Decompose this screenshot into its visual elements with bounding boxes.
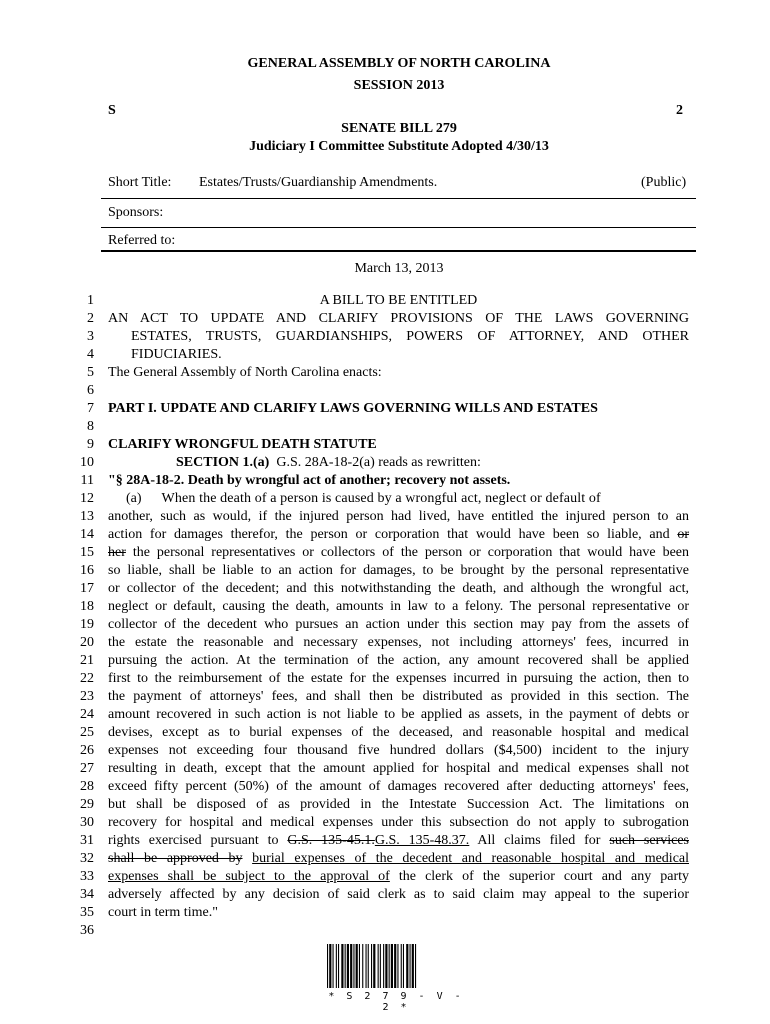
barcode-bar	[368, 944, 369, 988]
line-number: 6	[87, 383, 94, 398]
committee-substitute: Judiciary I Committee Substitute Adopted 4/30/13	[249, 139, 549, 154]
sponsors-label: Sponsors:	[108, 205, 164, 220]
line-number: 8	[87, 419, 94, 434]
deleted-text: such services	[609, 833, 689, 848]
text-line: amount recovered in such action is not liable to be applied as assets, in the payment of debts or	[108, 707, 689, 722]
line-number: 36	[80, 923, 94, 938]
text-line	[108, 526, 689, 544]
text-line	[108, 868, 689, 886]
barcode-bar	[415, 944, 416, 988]
enacting-clause: The General Assembly of North Carolina enacts:	[108, 365, 382, 380]
inserted-text: burial expenses of the decedent and reasonable hospital and medical	[252, 851, 689, 866]
barcode-bar	[389, 944, 390, 988]
line-number: 31	[80, 833, 94, 848]
text-line: exceed fifty percent (50%) of the amount of damages recovered after deducting attorneys' fees,	[108, 779, 689, 794]
text-span: All claims filed for	[469, 833, 601, 848]
barcode-bar	[329, 944, 331, 988]
line-number: 9	[87, 437, 94, 452]
line-number: 29	[80, 797, 94, 812]
barcode-bar	[391, 944, 393, 988]
referred-label: Referred to:	[108, 233, 176, 248]
section-heading: CLARIFY WRONGFUL DEATH STATUTE	[108, 437, 377, 452]
barcode-bar	[401, 944, 402, 988]
part-heading: PART I. UPDATE AND CLARIFY LAWS GOVERNING WILLS AND ESTATES	[108, 401, 598, 416]
barcode-bar	[341, 944, 343, 988]
text-line	[108, 544, 689, 562]
barcode-bar	[353, 944, 354, 988]
barcode-bar	[371, 944, 372, 988]
line-number: 2	[87, 311, 94, 326]
divider	[101, 227, 696, 228]
text-line	[108, 490, 689, 508]
line-number: 26	[80, 743, 94, 758]
barcode-bar	[345, 944, 346, 988]
bill-heading: A BILL TO BE ENTITLED	[319, 293, 478, 308]
line-number: 18	[80, 599, 94, 614]
line-number: 7	[87, 401, 94, 416]
assembly-title: GENERAL ASSEMBLY OF NORTH CAROLINA	[247, 56, 551, 71]
text-line: resulting in death, except that the amount applied for hospital and medical expenses shall not	[108, 761, 689, 776]
filing-date: March 13, 2013	[354, 261, 444, 276]
line-number: 17	[80, 581, 94, 596]
line-number: 32	[80, 851, 94, 866]
line-number: 35	[80, 905, 94, 920]
divider	[101, 250, 696, 252]
bill-number: SENATE BILL 279	[341, 121, 457, 136]
line-number: 16	[80, 563, 94, 578]
text-line: adversely affected by any decision of said clerk as to said claim may appeal to the superior	[108, 887, 689, 902]
barcode-bar	[366, 944, 367, 988]
chamber-letter: S	[108, 103, 116, 118]
inserted-text: G.S. 135-48.37.	[374, 833, 470, 848]
deleted-text: shall be approved by	[108, 851, 243, 866]
barcode-bar	[397, 944, 398, 988]
line-number: 13	[80, 509, 94, 524]
act-title-line: FIDUCIARIES.	[131, 347, 222, 362]
edition-number: 2	[676, 103, 683, 118]
line-number: 25	[80, 725, 94, 740]
statute-title: "§ 28A-18-2. Death by wrongful act of another; recovery not assets.	[108, 473, 511, 488]
line-number: 11	[80, 473, 94, 488]
subsection-label: (a)	[126, 491, 142, 506]
line-number: 34	[80, 887, 94, 902]
barcode	[326, 944, 466, 988]
text-span: rights exercised pursuant to	[108, 833, 279, 848]
text-line: pursuing the action. At the termination of the action, any amount recovered shall be applied	[108, 653, 689, 668]
text-line: first to the reimbursement of the estate for the expenses incurred in pursuing the action, then to	[108, 671, 689, 686]
deleted-text: or	[677, 527, 689, 542]
barcode-bar	[406, 944, 408, 988]
text-line	[108, 454, 689, 472]
line-number: 22	[80, 671, 94, 686]
barcode-bar	[373, 944, 375, 988]
line-number: 23	[80, 689, 94, 704]
barcode-bar	[403, 944, 404, 988]
barcode-bar	[385, 944, 387, 988]
line-number: 33	[80, 869, 94, 884]
public-label: (Public)	[641, 175, 687, 190]
line-number: 4	[87, 347, 94, 362]
line-number: 19	[80, 617, 94, 632]
text-line: expenses not exceeding four thousand five hundred dollars ($4,500) incident to the injury	[108, 743, 689, 758]
text-line: court in term time."	[108, 905, 218, 920]
barcode-bar	[327, 944, 328, 988]
line-number: 24	[80, 707, 94, 722]
barcode-bar	[350, 944, 352, 988]
text-line: devises, except as to burial expenses of the deceased, and reasonable hospital and medical	[108, 725, 689, 740]
barcode-bar	[362, 944, 363, 988]
line-number: 15	[80, 545, 94, 560]
barcode-bar	[359, 944, 360, 988]
section-text: G.S. 28A-18-2(a) reads as rewritten:	[276, 455, 481, 470]
line-number: 28	[80, 779, 94, 794]
line-number: 20	[80, 635, 94, 650]
act-title-line: ESTATES, TRUSTS, GUARDIANSHIPS, POWERS OF ATTORNEY, AND OTHER	[131, 329, 689, 344]
barcode-bar	[394, 944, 396, 988]
barcode-bar	[333, 944, 334, 988]
text-span: action for damages therefor, the person or corporation that would have been so liable, and	[108, 527, 670, 542]
text-line: so liable, shall be liable to an action for damages, to be brought by the personal representative	[108, 563, 689, 578]
line-number: 5	[87, 365, 94, 380]
text-line: the payment of attorneys' fees, and shall then be distributed as provided in this section. The	[108, 689, 689, 704]
barcode-bar	[410, 944, 411, 988]
short-title-label: Short Title:	[108, 175, 172, 190]
barcode-text: * S 2 7 9 - V - 2 *	[328, 991, 464, 1013]
barcode-bar	[378, 944, 379, 988]
line-number: 10	[80, 455, 94, 470]
text-span: When the death of a person is caused by a wrongful act, neglect or default of	[161, 491, 601, 506]
barcode-bar	[336, 944, 337, 988]
text-line: collector of the decedent who pursues an action under this section may pay from the assets of	[108, 617, 689, 632]
barcode-bar	[412, 944, 414, 988]
section-label: SECTION 1.(a)	[176, 455, 270, 470]
text-line	[108, 832, 689, 850]
text-line: another, such as would, if the injured person had lived, have entitled the injured person to an	[108, 509, 689, 524]
deleted-text: her	[108, 545, 126, 560]
text-span: the personal representatives or collectors of the person or corporation that would have been	[132, 545, 689, 560]
line-number: 3	[87, 329, 94, 344]
text-line: but shall be disposed of as provided in the Intestate Succession Act. The limitations on	[108, 797, 689, 812]
line-number: 1	[87, 293, 94, 308]
line-number: 27	[80, 761, 94, 776]
line-number: 14	[80, 527, 94, 542]
text-line: the estate the reasonable and necessary expenses, not including attorneys' fees, incurred in	[108, 635, 689, 650]
text-line	[108, 850, 689, 868]
divider	[101, 198, 696, 199]
barcode-bar	[383, 944, 384, 988]
session-title: SESSION 2013	[353, 78, 445, 93]
deleted-text: G.S. 135-45.1.	[287, 833, 375, 848]
barcode-bar	[380, 944, 381, 988]
act-title-line: AN ACT TO UPDATE AND CLARIFY PROVISIONS OF THE LAWS GOVERNING	[108, 311, 689, 326]
barcode-bar	[338, 944, 339, 988]
text-line: recovery for hospital and medical expenses under this subsection do not apply to subrogation	[108, 815, 689, 830]
barcode-bar	[356, 944, 358, 988]
text-span: the clerk of the superior court and any party	[398, 869, 689, 884]
inserted-text: expenses shall be subject to the approval of	[108, 869, 390, 884]
text-line: neglect or default, causing the death, amounts in law to a felony. The personal representative or	[108, 599, 689, 614]
line-number: 21	[80, 653, 94, 668]
barcode-bar	[347, 944, 349, 988]
short-title-value: Estates/Trusts/Guardianship Amendments.	[199, 175, 438, 190]
line-number: 12	[80, 491, 94, 506]
line-number: 30	[80, 815, 94, 830]
text-line: or collector of the decedent; and this notwithstanding the death, and although the wrongful act,	[108, 581, 689, 596]
